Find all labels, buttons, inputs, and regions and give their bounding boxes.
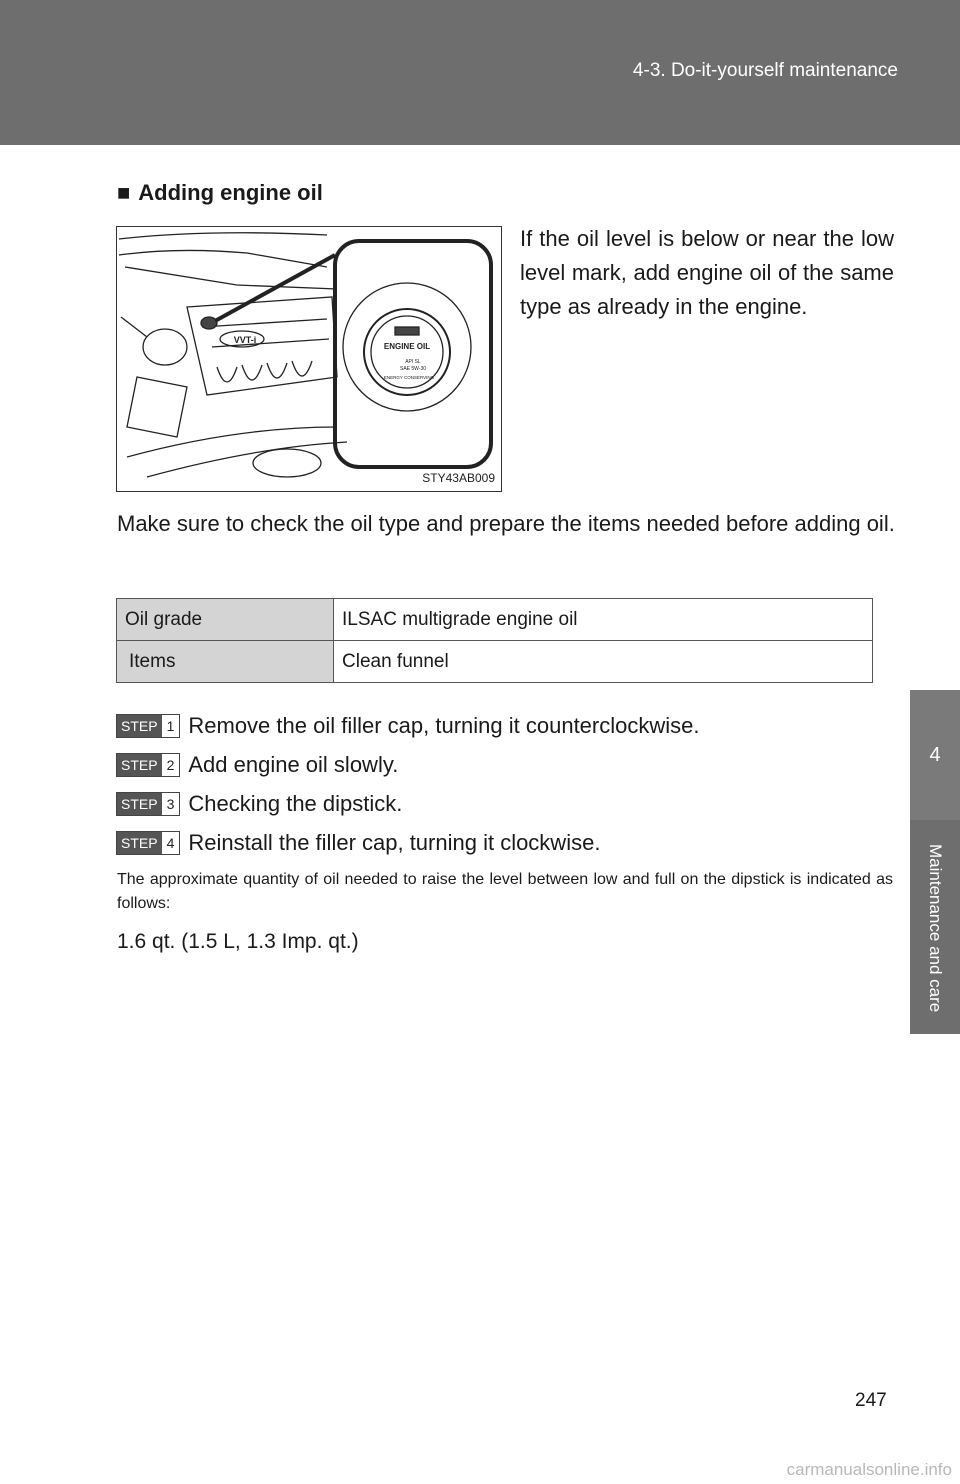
chapter-tab xyxy=(910,690,960,1034)
step-badge: STEP 2 xyxy=(116,753,180,777)
table-label: Items xyxy=(117,641,334,683)
step-badge: STEP 1 xyxy=(116,714,180,738)
quantity-value: 1.6 qt. (1.5 L, 1.3 Imp. qt.) xyxy=(117,930,359,953)
step-item xyxy=(116,706,700,745)
step-text: Checking the dipstick. xyxy=(188,790,403,816)
watermark: carmanualsonline.info xyxy=(786,1460,952,1479)
spec-table xyxy=(116,598,873,683)
heading-bullet-icon: ■ xyxy=(117,180,131,205)
cap-text-3: SAE 5W-30 xyxy=(399,366,427,372)
step-text: Reinstall the filler cap, turning it clockwise. xyxy=(188,829,601,855)
step-item xyxy=(116,784,700,823)
figure-code: STY43AB009 xyxy=(422,471,495,485)
step-text: Remove the oil filler cap, turning it counterclockwise. xyxy=(188,712,700,738)
heading-text: Adding engine oil xyxy=(138,180,323,205)
section-heading xyxy=(117,180,323,206)
quantity-note: The approximate quantity of oil needed to raise the level between low and full on the dipstick is indicated as follows: xyxy=(117,871,893,912)
step-badge: STEP 3 xyxy=(116,792,180,816)
table-value: ILSAC multigrade engine oil xyxy=(334,599,873,641)
cap-text-1: ENGINE OIL xyxy=(383,342,431,351)
table-label: Oil grade xyxy=(117,599,334,641)
page-header xyxy=(0,0,960,145)
step-item xyxy=(116,823,700,862)
engine-illustration xyxy=(117,227,501,491)
chapter-number: 4 xyxy=(910,690,960,820)
chapter-label: Maintenance and care xyxy=(926,843,945,1013)
page-number: 247 xyxy=(855,1390,887,1411)
check-note: Make sure to check the oil type and prepare the items needed before adding oil. xyxy=(117,511,895,536)
step-item xyxy=(116,745,700,784)
intro-text: If the oil level is below or near the low level mark, add engine oil of the same type as already in the engine. xyxy=(520,226,894,319)
table-row xyxy=(117,599,873,641)
step-list xyxy=(116,706,700,862)
step-text: Add engine oil slowly. xyxy=(188,751,399,777)
section-title: 4-3. Do-it-yourself maintenance xyxy=(632,60,898,81)
cap-text-2: API SL xyxy=(405,359,421,365)
engine-logo: VVT-i xyxy=(233,335,257,345)
cap-text-4: ENERGY CONSERVING xyxy=(383,375,435,380)
step-badge: STEP 4 xyxy=(116,831,180,855)
engine-figure xyxy=(116,226,502,492)
table-row xyxy=(117,641,873,683)
table-value: Clean funnel xyxy=(334,641,873,683)
